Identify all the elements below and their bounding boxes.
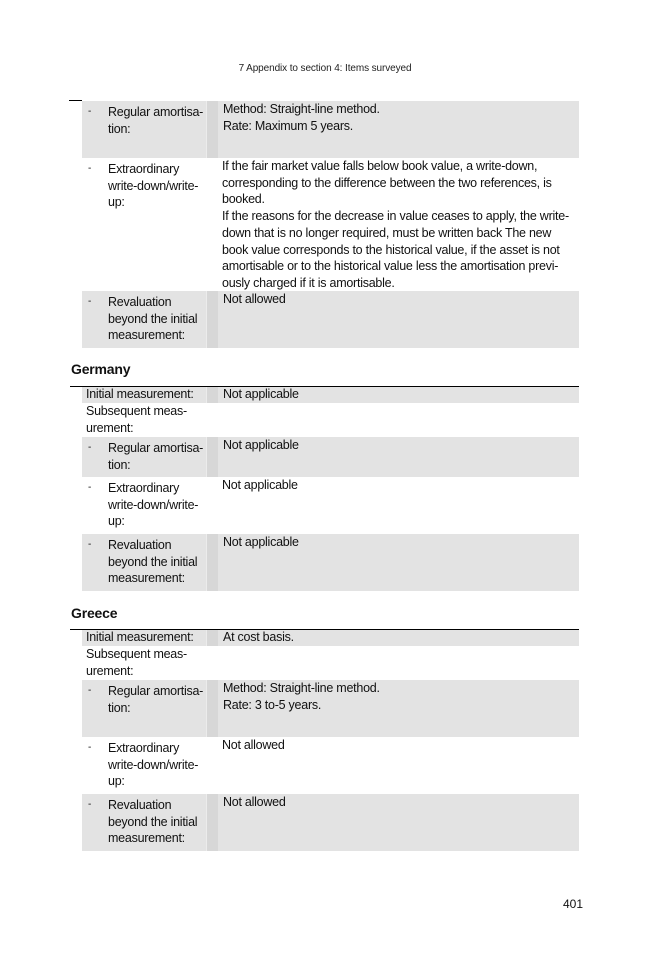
table-row bbox=[82, 437, 579, 477]
row-label: Revaluation beyond the initial measurement: bbox=[108, 295, 198, 343]
table-row bbox=[82, 403, 579, 437]
table-row bbox=[82, 101, 579, 158]
table-row bbox=[82, 387, 579, 403]
row-label: Extraordinary write-down/write- up: bbox=[108, 741, 199, 789]
row-label: Revaluation beyond the initial measurement: bbox=[108, 538, 198, 586]
row-label: Initial measurement: bbox=[86, 387, 194, 401]
row-label: Regular amortisa- tion: bbox=[108, 684, 204, 715]
list-dash: - bbox=[88, 482, 92, 493]
list-dash: - bbox=[88, 106, 92, 117]
row-value: Not allowed bbox=[223, 292, 286, 306]
row-label: Regular amortisa- tion: bbox=[108, 441, 204, 472]
page-number: 401 bbox=[563, 897, 584, 911]
row-label: Revaluation beyond the initial measurement: bbox=[108, 798, 198, 846]
table-row bbox=[82, 630, 579, 646]
list-dash: - bbox=[88, 685, 92, 696]
top-rule bbox=[69, 100, 82, 101]
list-dash: - bbox=[88, 799, 92, 810]
row-value: Method: Straight-line method. Rate: Maximum 5 years. bbox=[223, 102, 380, 133]
row-label: Subsequent meas- urement: bbox=[86, 404, 187, 435]
row-label: Initial measurement: bbox=[86, 630, 194, 644]
row-label: Extraordinary write-down/write- up: bbox=[108, 481, 199, 529]
row-label: Subsequent meas- urement: bbox=[86, 647, 187, 678]
row-value: Not allowed bbox=[223, 795, 286, 809]
row-label: Regular amortisa- tion: bbox=[108, 105, 204, 136]
table-row bbox=[82, 646, 579, 680]
row-value: Method: Straight-line method. Rate: 3 to-5 years. bbox=[223, 681, 380, 712]
list-dash: - bbox=[88, 296, 92, 307]
row-value: Not allowed bbox=[222, 738, 285, 752]
row-label: Extraordinary write-down/write- up: bbox=[108, 162, 199, 210]
row-value: At cost basis. bbox=[223, 630, 294, 644]
section-title-germany: Germany bbox=[71, 361, 131, 377]
row-value: If the fair market value falls below book value, a write-down, corresponding to the difference between the two references, is booked. If the reasons for the decrease in value ceases to apply, the write- down that is no longer required, must be written back The new book value corresponds to the historical value, if the asset is not amortisable or to the historical value less the amortisation previ- ously charged if it is amortisable. bbox=[222, 159, 569, 290]
table-row bbox=[82, 737, 579, 794]
table-row bbox=[82, 477, 579, 534]
list-dash: - bbox=[88, 442, 92, 453]
row-value: Not applicable bbox=[222, 478, 298, 492]
row-value: Not applicable bbox=[223, 387, 299, 401]
list-dash: - bbox=[88, 742, 92, 753]
row-value: Not applicable bbox=[223, 438, 299, 452]
table-row bbox=[82, 794, 579, 851]
section-title-greece: Greece bbox=[71, 605, 118, 621]
table-row bbox=[82, 291, 579, 348]
table-row bbox=[82, 680, 579, 737]
table-row bbox=[82, 158, 579, 291]
table-row bbox=[82, 534, 579, 591]
row-value: Not applicable bbox=[223, 535, 299, 549]
running-header: 7 Appendix to section 4: Items surveyed bbox=[238, 63, 412, 74]
list-dash: - bbox=[88, 163, 92, 174]
list-dash: - bbox=[88, 539, 92, 550]
